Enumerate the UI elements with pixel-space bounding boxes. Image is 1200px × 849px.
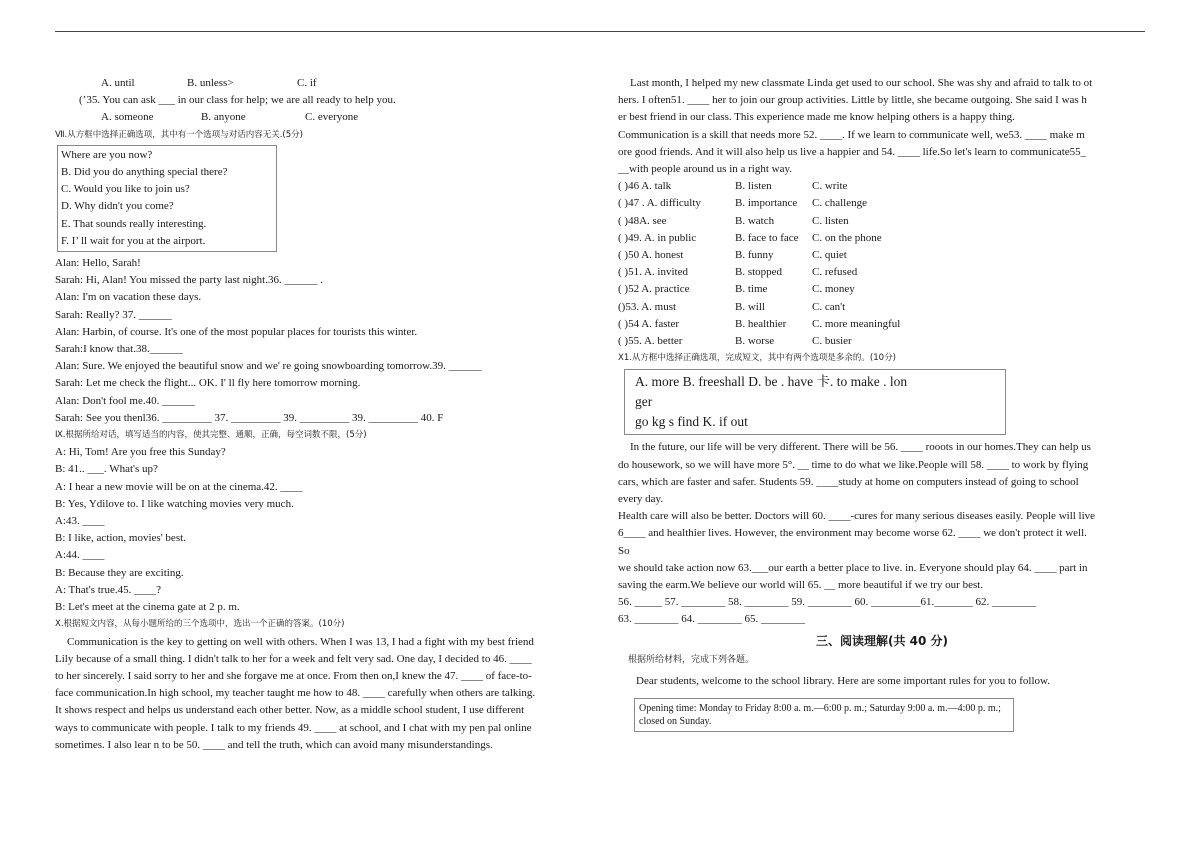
choice-option: C. write xyxy=(812,180,848,193)
passage-line: Last month, I helped my new classmate Linda get used to our school. She was shy and afraid to talk to ot xyxy=(630,77,1093,89)
dialogue-line: Alan: I'm on vacation these days. xyxy=(55,291,202,304)
choice-option: C. refused xyxy=(812,266,858,279)
passage-line: cars, which are faster and safer. Students 59. ____study at home on computers instead of going to school xyxy=(618,475,1079,488)
passage-line: __with people around us in a right way. xyxy=(618,163,793,176)
passage-line: Lily because of a small thing. I didn't talk to her for a week and felt very sad. One day, I decided to 46. ____ xyxy=(55,652,532,665)
passage-future xyxy=(618,439,1146,628)
choice-option: B. funny xyxy=(735,249,774,262)
passage-linda xyxy=(618,75,1146,178)
choice-option: ( )52 A. practice xyxy=(618,283,690,296)
choice-option: C. busier xyxy=(812,335,852,348)
box-option: E. That sounds really interesting. xyxy=(61,217,207,230)
word-box-line: ger xyxy=(635,394,653,410)
choice-row xyxy=(618,247,1146,264)
choice-row xyxy=(618,195,1146,212)
passage-line: Health care will also be better. Doctors will 60. ____-cures for many serious diseases easily. People will live xyxy=(618,510,1096,523)
choice-option: C. more meaningful xyxy=(812,317,901,330)
section3-instruction: 根据所给材料，完成下列各题。 xyxy=(628,654,755,665)
left-column xyxy=(55,75,590,754)
section3-title: 三、阅读理解(共 40 分) xyxy=(815,633,949,648)
choice-row xyxy=(618,281,1146,298)
passage-line: Communication is the key to getting on well with others. When I was 13, I had a fight with my best friend xyxy=(67,635,534,648)
dialogue-line: B: Yes, Ydilove to. I like watching movies very much. xyxy=(55,497,294,510)
choice-option: C. money xyxy=(812,283,855,296)
passage-line: hers. I often51. ____ her to join our group activities. Little by little, she became outgoing. She said I was h xyxy=(618,94,1087,107)
answer-line: 56. _____ 57. ________ 58. ________ 59. ________ 60. _________61._______ 62. ________ xyxy=(618,596,1036,609)
dialogue-line: B: I like, action, movies' best. xyxy=(55,532,186,545)
choice-option: B. importance xyxy=(735,197,798,210)
choice-option: B. will xyxy=(735,300,765,313)
dialogue-line: B: Because they are exciting. xyxy=(55,566,184,579)
dialogue-line: Alan: Don't fool me.40. ______ xyxy=(55,394,196,407)
passage-line: do housework, so we will have more 5°. __ time to do what we like.People will 58. ____ to work by flying xyxy=(618,458,1089,471)
dialogue-line: Sarah: Let me check the flight... OK. I' ll fly here tomorrow morning. xyxy=(55,377,361,390)
passage-line: Communication is a skill that needs more 52. ____. If we learn to communicate well, we53. ____ make m xyxy=(618,128,1085,141)
dialogue-line: A: I hear a new movie will be on at the cinema.42. ____ xyxy=(55,480,303,493)
passage-line: ore good friends. And it will also help us live a happier and 54. ____ life.So let's learn to communicate55_ xyxy=(618,145,1087,158)
box-option: Where are you now? xyxy=(61,148,153,161)
library-notice: Opening time: Monday to Friday 8:00 a. m.—6:00 p. m.; Saturday 9:00 a. m.—4:00 p. m.; closed on Sunday. xyxy=(634,698,1014,732)
box-option: D. Why didn't you come? xyxy=(61,200,174,213)
choice-row xyxy=(618,316,1146,333)
choice-option: B. healthier xyxy=(735,317,787,330)
option-b: B. anyone xyxy=(201,111,246,124)
passage-line: ways to communicate with people. I talk to my friends 49. ____ at school, and I chat with my pen pal online xyxy=(55,721,532,734)
word-box-line: go kg s find K. if out xyxy=(635,414,748,430)
choice-option: ( )51. A. invited xyxy=(618,266,688,279)
dialogue-line: A: Hi, Tom! Are you free this Sunday? xyxy=(55,446,226,459)
dialogue-line: B: Let's meet at the cinema gate at 2 p. m. xyxy=(55,601,240,614)
passage-communication xyxy=(55,634,590,754)
choice-option: ( )47 . A. difficulty xyxy=(618,197,701,210)
choice-option: ( )55. A. better xyxy=(618,335,683,348)
section7-title: Ⅶ.从方框中选择正确选项，其中有一个选项与对话内容无关.(5分) xyxy=(55,129,303,140)
option-a: A. someone xyxy=(101,111,154,124)
word-box-line: A. more B. freeshall D. be . have 卡. to make . lon xyxy=(635,374,908,390)
dialogue-line: A:43. ____ xyxy=(55,515,105,528)
choice-option: B. face to face xyxy=(735,231,799,244)
right-column xyxy=(618,75,1146,732)
choice-option: B. stopped xyxy=(735,266,783,279)
choice-row xyxy=(618,299,1146,316)
choice-row xyxy=(618,333,1146,350)
choice-option: ( )50 A. honest xyxy=(618,249,684,262)
option-a: A. until xyxy=(101,77,135,89)
option-c: C. everyone xyxy=(305,111,359,124)
passage-line: sometimes. I also lear n to be 50. ____ and tell the truth, which can avoid many misunderstandings. xyxy=(55,738,493,751)
option-c: C. if xyxy=(297,77,317,89)
question-35: (’35. You can ask ___ in our class for help; we are all ready to help you. xyxy=(79,94,396,107)
passage-line: So xyxy=(618,544,630,557)
q34-options xyxy=(55,75,590,92)
choice-row xyxy=(618,178,1146,195)
box-option: F. I’ ll wait for you at the airport. xyxy=(61,234,206,247)
section11-title: Ⅹ1.从方框中选择正确选项，完成短文，其中有两个选项是多余的。(10分) xyxy=(618,353,896,364)
choice-row xyxy=(618,230,1146,247)
answer-line: Sarah: See you thenl36. _________ 37. _________ 39. _________ 39. _________ 40. F xyxy=(55,411,444,424)
box-option: B. Did you do anything special there? xyxy=(61,166,228,179)
dialogue-line: A:44. ____ xyxy=(55,549,105,562)
passage-line: It shows respect and helps us understand each other better. Now, as a middle school student, I use different xyxy=(55,704,525,717)
dialogue-line: Alan: Harbin, of course. It's one of the most popular places for tourists this winter. xyxy=(55,325,418,338)
choice-option: B. watch xyxy=(735,214,775,227)
choice-option: C. listen xyxy=(812,214,849,227)
box-option: C. Would you like to join us? xyxy=(61,183,190,196)
passage-line: saving the earm.We believe our world will 65. __ more beautiful if we try our best. xyxy=(618,579,984,592)
choice-option: C. on the phone xyxy=(812,231,882,244)
choice-list xyxy=(618,178,1146,350)
answer-line: 63. ________ 64. ________ 65. ________ xyxy=(618,613,805,626)
passage-line: every day. xyxy=(618,493,664,506)
dialogue-line: Alan: Hello, Sarah! xyxy=(55,257,141,270)
choice-option: ( )48A. see xyxy=(618,214,667,227)
choice-option: B. listen xyxy=(735,180,772,193)
dialogue-2 xyxy=(55,444,590,616)
passage-line: to her sincerely. I said sorry to her and she forgave me at once. From then on,I knew the 47. ____ of face-to- xyxy=(55,669,532,682)
dialogue-line: A: That's true.45. ____? xyxy=(55,583,161,596)
choice-option: B. time xyxy=(735,283,768,296)
choice-option: C. challenge xyxy=(812,197,867,210)
option-b: B. unless> xyxy=(187,77,234,89)
passage-line: er best friend in our class. This experience made me know helping others is a happy thing. xyxy=(618,111,1015,124)
choice-row xyxy=(618,264,1146,281)
dialogue-1 xyxy=(55,255,590,427)
dialogue-line: B: 41.. ___. What's up? xyxy=(55,463,158,476)
passage-line: 6____ and healthier lives. However, the environment may become worse 62. ____ we don't protect it well. xyxy=(618,527,1087,540)
passage-line: In the future, our life will be very different. There will be 56. ____ rooots in our homes.They can help us xyxy=(630,441,1091,454)
choice-option: C. quiet xyxy=(812,249,847,262)
dialogue-line: Sarah: Hi, Alan! You missed the party last night.36. ______ . xyxy=(55,274,323,287)
choice-option: ( )49. A. in public xyxy=(618,231,697,244)
choice-option: C. can't xyxy=(812,300,846,313)
passage-line: we should take action now 63.___our earth a better place to live. in. Everyone should play 64. ____ part in xyxy=(618,561,1088,574)
q35-options xyxy=(55,109,590,126)
section10-title: Ⅹ.根据短文内容，从每小题所给的三个选项中，选出一个正确的答案。(10分) xyxy=(55,619,345,630)
reading-intro: Dear students, welcome to the school library. Here are some important rules for you to follow. xyxy=(636,675,1051,688)
choice-option: B. worse xyxy=(735,335,775,348)
choice-row xyxy=(618,213,1146,230)
dialogue-line: Alan: Sure. We enjoyed the beautiful snow and we' re going snowboarding tomorrow.39. ______ xyxy=(55,360,482,373)
dialogue-line: Sarah: Really? 37. ______ xyxy=(55,308,172,321)
choice-option: ()53. A. must xyxy=(618,300,677,313)
choice-option: ( )54 A. faster xyxy=(618,317,680,330)
word-box xyxy=(624,369,1006,435)
section9-title: Ⅸ.根据所给对话，填写适当的内容，使其完整、通顺，正确，每空词数不限，(5分) xyxy=(55,430,367,441)
dialogue-line: Sarah:I know that.38.______ xyxy=(55,343,183,356)
section7-options-box xyxy=(57,145,277,252)
choice-option: ( )46 A. talk xyxy=(618,180,672,193)
passage-line: face communication.In high school, my teacher taught me how to 48. ____ carefully when others are talking. xyxy=(55,687,536,700)
header-rule xyxy=(55,31,1145,32)
